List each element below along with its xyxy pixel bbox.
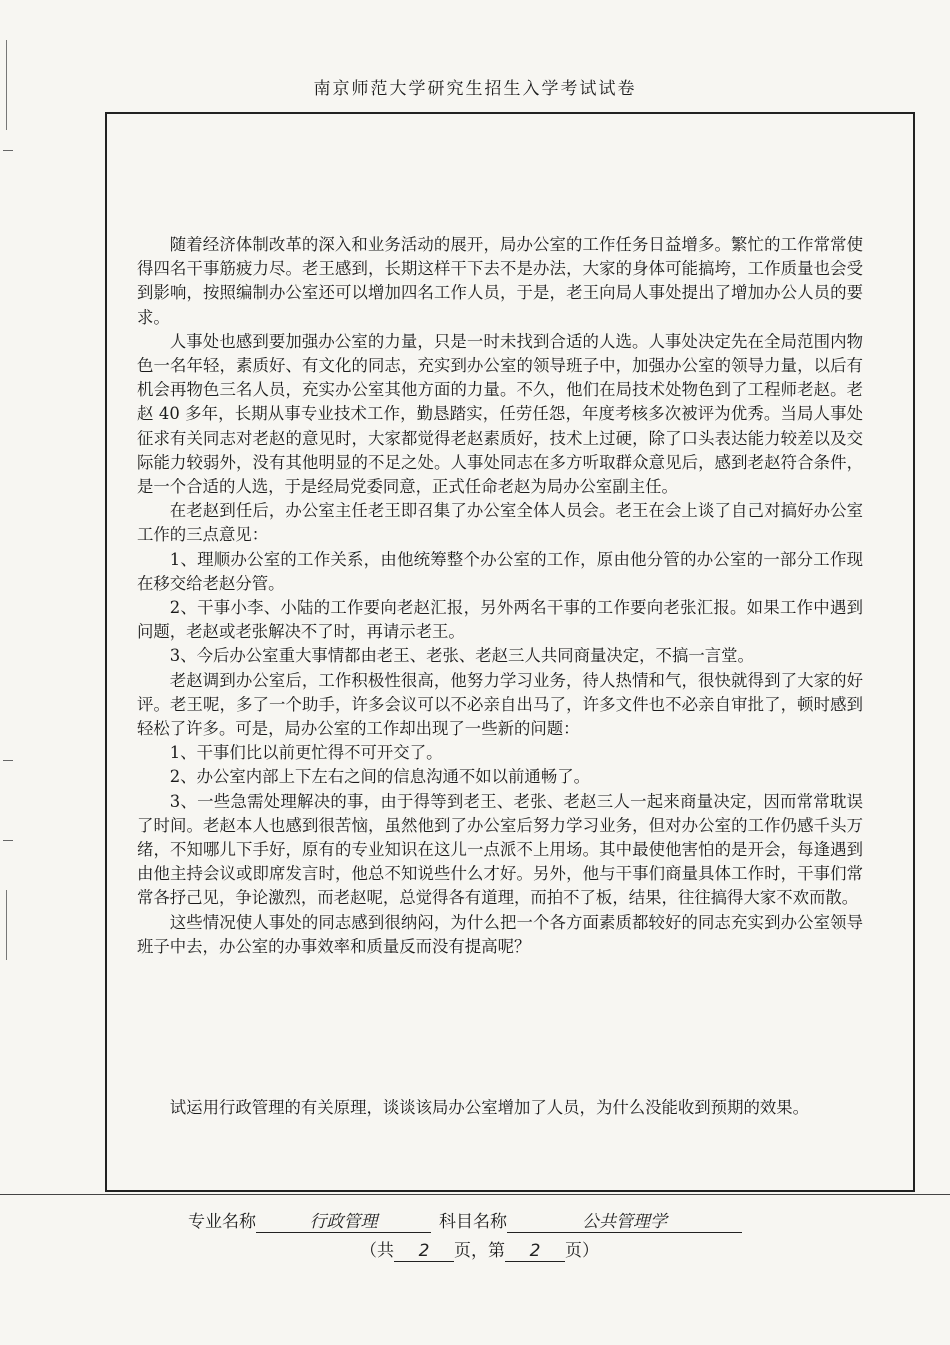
passage-paragraph: 随着经济体制改革的深入和业务活动的展开，局办公室的工作任务日益增多。繁忙的工作常常使得四名干事筋疲力尽。老王感到，长期这样干下去不是办法，大家的身体可能搞垮，工作质量也会受到影响，按照编制办公室还可以增加四名工作人员，于是，老王向局人事处提出了增加办公人员的要求。 — [137, 235, 863, 327]
passage-paragraph: 老赵调到办公室后，工作积极性很高，他努力学习业务，待人热情和气，很快就得到了大家的好评。老王呢，多了一个助手，许多会议可以不必亲自出马了，许多文件也不必亲自审批了，顿时感到轻松了许多。可是，局办公室的工作却出现了一些新的问题： — [137, 670, 863, 739]
page-divider — [0, 1194, 950, 1195]
passage-paragraph: 1、干事们比以前更忙得不可开交了。 — [169, 743, 443, 763]
subject-label: 科目名称 — [439, 1212, 507, 1232]
passage-paragraph: 人事处也感到要加强办公室的力量，只是一时未找到合适的人选。人事处决定先在全局范围内物色一名年轻，素质好、有文化的同志，充实到办公室的领导班子中，加强办公室的领导力量，以后有机会再物色三名人员，充实办公室其他方面的力量。不久，他们在局技术处物色到了工程师老赵。老赵 40 多年，长期从事专业技术工作，勤恳踏实，任劳任怨，年度考核多次被评为优秀。当局人事处征求有关同志对老赵的意见时，大家都觉得老赵素质好，技术上过硬，除了口头表达能力较差以及交际能力较弱外，没有其他明显的不足之处。人事处同志在多方听取群众意见后，感到老赵符合条件，是一个合适的人选，于是经局党委同意，正式任命老赵为局办公室副主任。 — [137, 331, 863, 497]
subject-value: 公共管理学 — [507, 1207, 742, 1233]
case-passage — [137, 233, 863, 959]
passage-paragraph: 在老赵到任后，办公室主任老王即召集了办公室全体人员会。老王在会上谈了自己对搞好办公室工作的三点意见： — [137, 501, 863, 545]
passage-paragraph: 这些情况使人事处的同志感到很纳闷，为什么把一个各方面素质都较好的同志充实到办公室领导班子中去，办公室的办事效率和质量反而没有提高呢？ — [137, 912, 863, 956]
total-prefix: （共 — [360, 1241, 394, 1261]
passage-paragraph: 2、办公室内部上下左右之间的信息沟通不如以前通畅了。 — [169, 767, 590, 787]
total-pages-value: 2 — [394, 1241, 454, 1262]
scan-edge-mark — [6, 890, 7, 960]
scan-edge-mark — [3, 150, 13, 151]
current-page-value: 2 — [505, 1241, 565, 1262]
page-suffix: 页） — [565, 1241, 599, 1261]
question-text: 试运用行政管理的有关原理，谈谈该局办公室增加了人员，为什么没能收到预期的效果。 — [169, 1098, 810, 1117]
passage-paragraph: 3、一些急需处理解决的事，由于得等到老王、老张、老赵三人一起来商量决定，因而常常耽误了时间。老赵本人也感到很苦恼，虽然他到了办公室后努力学习业务，但对办公室的工作仍感千头万绪，不知哪儿下手好，原有的专业知识在这儿一点派不上用场。其中最使他害怕的是开会，每逢遇到由他主持会议或即席发言时，他总不知说些什么才好。另外，他与干事们商量具体工作时，干事们常常各抒己见，争论激烈，而老赵呢，总觉得各有道理，而拍不了板，结果，往往搞得大家不欢而散。 — [137, 791, 863, 908]
major-label: 专业名称 — [188, 1212, 256, 1232]
footer-page-count — [360, 1236, 760, 1262]
exam-question — [137, 1095, 863, 1121]
passage-paragraph: 1、理顺办公室的工作关系，由他统筹整个办公室的工作，原由他分管的办公室的一部分工作现在移交给老赵分管。 — [137, 549, 863, 593]
passage-paragraph: 2、干事小李、小陆的工作要向老赵汇报，另外两名干事的工作要向老张汇报。如果工作中遇到问题，老赵或老张解决不了时，再请示老王。 — [137, 598, 863, 642]
scan-edge-mark — [3, 840, 13, 841]
scan-edge-mark — [6, 40, 7, 130]
page-header-title: 南京师范大学研究生招生入学考试试卷 — [313, 79, 637, 99]
passage-paragraph: 3、今后办公室重大事情都由老王、老张、老赵三人共同商量决定，不搞一言堂。 — [169, 646, 754, 666]
footer-major-subject — [188, 1207, 828, 1233]
total-suffix: 页，第 — [454, 1241, 505, 1261]
scan-edge-mark — [3, 760, 13, 761]
major-value: 行政管理 — [256, 1207, 431, 1233]
